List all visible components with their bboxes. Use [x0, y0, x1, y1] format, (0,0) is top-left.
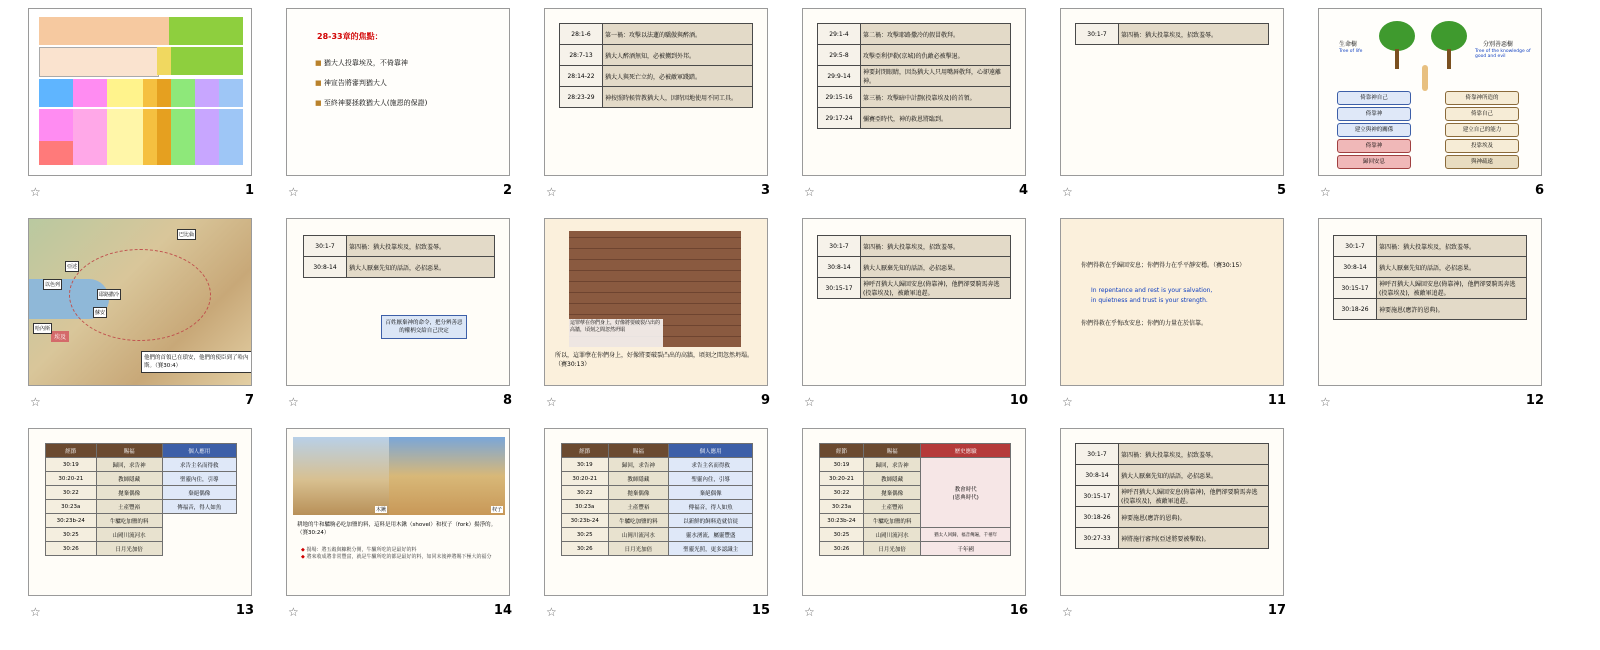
- timeline-block: [73, 79, 107, 107]
- tree-of-knowledge-title: 分別善惡樹: [1483, 41, 1514, 48]
- slide-thumbnail-15[interactable]: [544, 428, 780, 628]
- slide-number: 2: [502, 183, 512, 198]
- tree-trunk: [1395, 49, 1399, 69]
- star-icon[interactable]: ☆: [288, 185, 299, 199]
- timeline-block: [157, 109, 171, 165]
- slide-preview: [802, 8, 1026, 176]
- star-icon[interactable]: ☆: [1062, 605, 1073, 619]
- star-icon[interactable]: ☆: [30, 605, 41, 619]
- blessing-table: 經節 賜福 個人應用 30:19 歸回，求告神 求告主名而得救 30:20-21 教師隱藏 聖靈內住，引導 30:22 拋棄偶像 棄絕偶像 30:23a 土產豐裕 傳福音，得人如魚 30:23b-24 牛驢吃加鹽的料 以新鮮的飼料造就信徒 30:25 山岡川流河水 靈水湧流，屬靈豐盛 30:26 日月光加倍 聖靈光照，更多認識主: [561, 443, 753, 556]
- photo-caption: 這罪孽在你們身上，好像將要破裂凸出的高牆，頃刻之間忽然坍塌: [569, 319, 663, 347]
- timeline-block: [157, 47, 171, 75]
- tree-of-knowledge-subtitle: Tree of the knowledge of good and evil: [1475, 49, 1531, 59]
- star-icon[interactable]: ☆: [288, 395, 299, 409]
- slide-thumbnail-14[interactable]: [286, 428, 522, 628]
- slide-preview: [1060, 428, 1284, 596]
- slide-number: 14: [493, 603, 512, 618]
- slide-thumbnail-7[interactable]: [28, 218, 264, 418]
- slide-preview: [28, 428, 252, 596]
- bullet-list: [315, 53, 427, 113]
- bullet-item: ■ 至終神要拯救猶大人(施恩的保證): [315, 99, 428, 107]
- verse-english-2: in quietness and trust is your strength.: [1091, 297, 1208, 304]
- timeline-block: [39, 141, 73, 165]
- star-icon[interactable]: ☆: [804, 185, 815, 199]
- timeline-block: [195, 79, 219, 107]
- slide-number: 12: [1525, 393, 1544, 408]
- star-icon[interactable]: ☆: [546, 605, 557, 619]
- slide-preview: [544, 428, 768, 596]
- person-figure: [1422, 65, 1428, 91]
- timeline-block: [171, 47, 243, 75]
- star-icon[interactable]: ☆: [1320, 395, 1331, 409]
- slide-preview: [544, 218, 768, 386]
- list-item: 倚靠神: [1337, 107, 1411, 121]
- slide-preview: [1318, 8, 1542, 176]
- slide-number: 5: [1276, 183, 1286, 198]
- map-label: 哈內斯: [33, 323, 52, 334]
- star-icon[interactable]: ☆: [1320, 185, 1331, 199]
- passage-table: 28:1-6 第一禍：攻擊以法蓮的驕傲與醉酒。 28:7-13 猶大人醉酒無知，必被擄到外邦。 28:14-22 猶大人與死亡立約，必被敵軍踐踏。 28:23-29 神按照時候管教猶大人，因時因地使用不同工具。: [559, 23, 753, 108]
- list-item: 與神疏遠: [1445, 155, 1519, 169]
- timeline-block: [219, 79, 243, 107]
- tree-of-knowledge-icon: [1431, 21, 1467, 51]
- tree-of-life-icon: [1379, 21, 1415, 51]
- slide-preview: [28, 218, 252, 386]
- slide-thumbnail-16[interactable]: [802, 428, 1038, 628]
- star-icon[interactable]: ☆: [288, 605, 299, 619]
- map-label: 埃及: [51, 331, 69, 342]
- slide-thumbnail-1[interactable]: [28, 8, 264, 208]
- timeline-block: [39, 79, 73, 107]
- slide-number: 16: [1009, 603, 1028, 618]
- slide-thumbnail-12[interactable]: [1318, 218, 1554, 418]
- verse-english-1: In repentance and rest is your salvation,: [1091, 287, 1213, 294]
- slide-preview: [286, 8, 510, 176]
- map-label: 以色列: [43, 279, 62, 290]
- slide-thumbnail-5[interactable]: [1060, 8, 1296, 208]
- slide-preview: [802, 428, 1026, 596]
- timeline-block: [143, 109, 157, 165]
- list-item: 倚靠神所造的: [1445, 91, 1519, 105]
- slide-thumbnail-11[interactable]: [1060, 218, 1296, 418]
- star-icon[interactable]: ☆: [804, 605, 815, 619]
- photo-label: 木鍬: [375, 507, 386, 513]
- bullet-item: ■ 神宣告將審判猶大人: [315, 79, 387, 87]
- timeline-block: [157, 79, 171, 107]
- slide-preview: [1060, 8, 1284, 176]
- slide-number: 17: [1267, 603, 1286, 618]
- tree-trunk: [1447, 49, 1451, 69]
- map-label: 亞述: [65, 261, 79, 272]
- tree-of-life-list: [1337, 91, 1411, 169]
- slide-caption: 所以，這罪孽在你們身上，好像將要破裂凸出的高牆，頃刻之間忽然坍塌。（賽30:13）: [555, 352, 754, 368]
- slide-number: 3: [760, 183, 770, 198]
- star-icon[interactable]: ☆: [1062, 185, 1073, 199]
- timeline-block: [107, 79, 143, 107]
- slide-number: 4: [1018, 183, 1028, 198]
- timeline-block: [219, 109, 243, 165]
- map-label: 巴比倫: [177, 229, 196, 240]
- slide-preview: [1060, 218, 1284, 386]
- slide-thumbnail-13[interactable]: [28, 428, 264, 628]
- passage-table: 30:1-7 第四禍：猶大投靠埃及，招致羞辱。 30:8-14 猶大人厭棄先知的話語，必招惡果。 30:15-17 神呼召猶大人歸回安息(倚靠神)，他們卻要騎馬奔逃(投靠埃及)，被敵軍追趕。: [817, 235, 1011, 299]
- timeline-block: [143, 79, 157, 107]
- star-icon[interactable]: ☆: [1062, 395, 1073, 409]
- slide-preview: [1318, 218, 1542, 386]
- slide-number: 13: [235, 603, 254, 618]
- slide-number: 1: [244, 183, 254, 198]
- slide-number: 11: [1267, 393, 1286, 408]
- passage-table: 30:1-7 第四禍：猶大投靠埃及，招致羞辱。 30:8-14 猶大人厭棄先知的話語，必招惡果。: [303, 235, 495, 278]
- slide-preview: [286, 428, 510, 596]
- star-icon[interactable]: ☆: [546, 185, 557, 199]
- slide-number: 6: [1534, 183, 1544, 198]
- timeline-block: [39, 109, 73, 141]
- slide-thumbnail-4[interactable]: [802, 8, 1038, 208]
- slide-number: 15: [751, 603, 770, 618]
- verse-summary: 你們得救在乎悔改安息；你們的力量在於信靠。: [1081, 320, 1208, 327]
- timeline-block: [73, 109, 107, 165]
- bullet-item: ■ 猶大人投靠埃及，不倚靠神: [315, 59, 408, 67]
- map-label: 蘇安: [93, 307, 107, 318]
- timeline-block: [195, 109, 219, 165]
- timeline-block: [39, 17, 169, 45]
- timeline-block: [107, 109, 143, 165]
- slide-title: 28-33章的焦點：: [317, 32, 383, 41]
- tree-of-life-title: 生命樹: [1339, 41, 1358, 48]
- callout-box: 百姓厭棄神的命令，把分辨善惡的權柄交給自己決定: [381, 315, 467, 339]
- list-item: 倚靠自己: [1445, 107, 1519, 121]
- fork-photo: [389, 437, 505, 515]
- passage-table: 30:1-7 第四禍：猶大投靠埃及，招致羞辱。 30:8-14 猶大人厭棄先知的話語，必招惡果。 30:15-17 神呼召猶大人歸回安息(倚靠神)，他們卻要騎馬奔逃(投靠埃及)，被敵軍追趕。 30:18-26 神要施恩(應許的恩典)。: [1333, 235, 1527, 320]
- note-item: ◆ 將來收成將非常豐富，就是牛驢所吃的都是最好的料，如同末後神將賜下極大的福分: [301, 554, 492, 560]
- verse-chinese: 你們得救在乎歸回安息；你們得力在乎平靜安穩。（賽30:15）: [1081, 262, 1246, 269]
- slide-number: 7: [244, 393, 254, 408]
- slide-thumbnail-3[interactable]: [544, 8, 780, 208]
- slide-preview: [802, 218, 1026, 386]
- timeline-block: [171, 79, 195, 107]
- slide-thumbnail-17[interactable]: [1060, 428, 1296, 628]
- slide-preview: [544, 8, 768, 176]
- timeline-block: [39, 47, 159, 77]
- star-icon[interactable]: ☆: [546, 395, 557, 409]
- slide-thumbnail-6[interactable]: [1318, 8, 1554, 208]
- slide-thumbnail-8[interactable]: [286, 218, 522, 418]
- slide-thumbnail-9[interactable]: [544, 218, 780, 418]
- notes-list: [301, 547, 501, 561]
- slide-thumbnail-10[interactable]: [802, 218, 1038, 418]
- note-item: ◆ 揚場：將五穀與糠粃分開，牛驢所吃的是最好的料: [301, 547, 417, 553]
- passage-table: 29:1-4 第二禍：攻擊耶路撒冷的假冒敬拜。 29:5-8 攻擊亞利伊勒(京城)的仇敵必被擊退。 29:9-14 神要封閉眼睛，因為猶大人只用嘴唇敬拜，心卻遠離神。 29:15-16 第三禍：攻擊暗中計劃(投靠埃及)的首領。 29:17-24 彌賽亞時代，神的救恩將臨到。: [817, 23, 1011, 129]
- history-table: 經節 賜福 歷史應驗 30:19 歸回，求告神 教會時代 (恩典時代) 30:20-21 教師隱藏 30:22 拋棄偶像 30:23a 土產豐裕 30:23b-24 牛驢吃加鹽的料 30:25 山岡川流河水 猶太人回歸，福音傳遍，千禧年 30:26 日月光加倍 千年國: [819, 443, 1011, 556]
- star-icon[interactable]: ☆: [30, 185, 41, 199]
- slide-number: 8: [502, 393, 512, 408]
- slide-number: 10: [1009, 393, 1028, 408]
- tree-of-life-subtitle: Tree of life: [1339, 49, 1363, 54]
- slide-number: 9: [760, 393, 770, 408]
- list-item: 歸回安息: [1337, 155, 1411, 169]
- blessing-table: 經節 賜福 個人應用 30:19 歸回，求告神 求告主名而得救 30:20-21 教師隱藏 聖靈內住，引導 30:22 拋棄偶像 棄絕偶像 30:23a 土產豐裕 傳福音，得人如魚 30:23b-24 牛驢吃加鹽的料 30:25 山岡川流河水 30:26 日月光加倍: [45, 443, 237, 556]
- map-label: 耶路撒冷: [97, 289, 121, 300]
- passage-table: 30:1-7 第四禍：猶大投靠埃及，招致羞辱。 30:8-14 猶大人厭棄先知的話語，必招惡果。 30:15-17 神呼召猶大人歸回安息(倚靠神)，他們卻要騎馬奔逃(投靠埃及)，被敵軍追趕。 30:18-26 神要施恩(應許的恩典)。 30:27-33 神將施行審判(亞述將要被擊敗)。: [1075, 443, 1269, 549]
- tree-of-knowledge-list: [1445, 91, 1519, 169]
- star-icon[interactable]: ☆: [30, 395, 41, 409]
- slide-caption: 耕地的牛和驢駒必吃加鹽的料，這料是用木鍬（shovel）和杈子（fork）揚淨的。（賽30:24）: [297, 522, 497, 536]
- map-caption: 他們的首領已在瑣安，他們的使臣到了哈內斯。（賽30:4）: [141, 351, 252, 373]
- list-item: 倚靠神: [1337, 139, 1411, 153]
- photo-label: 杈子: [491, 507, 502, 513]
- timeline-block: [171, 109, 195, 165]
- list-item: 投靠埃及: [1445, 139, 1519, 153]
- shovel-photo: [293, 437, 389, 515]
- slide-thumbnail-2[interactable]: [286, 8, 522, 208]
- slide-preview: [286, 218, 510, 386]
- star-icon[interactable]: ☆: [804, 395, 815, 409]
- wall-photo: [569, 231, 741, 347]
- list-item: 建立與神的關係: [1337, 123, 1411, 137]
- list-item: 建立自己的能力: [1445, 123, 1519, 137]
- timeline-block: [169, 17, 243, 45]
- empire-outline: [69, 249, 211, 341]
- slide-preview: [28, 8, 252, 176]
- list-item: 倚靠神自己: [1337, 91, 1411, 105]
- passage-table: 30:1-7 第四禍：猶大投靠埃及，招致羞辱。: [1075, 23, 1269, 45]
